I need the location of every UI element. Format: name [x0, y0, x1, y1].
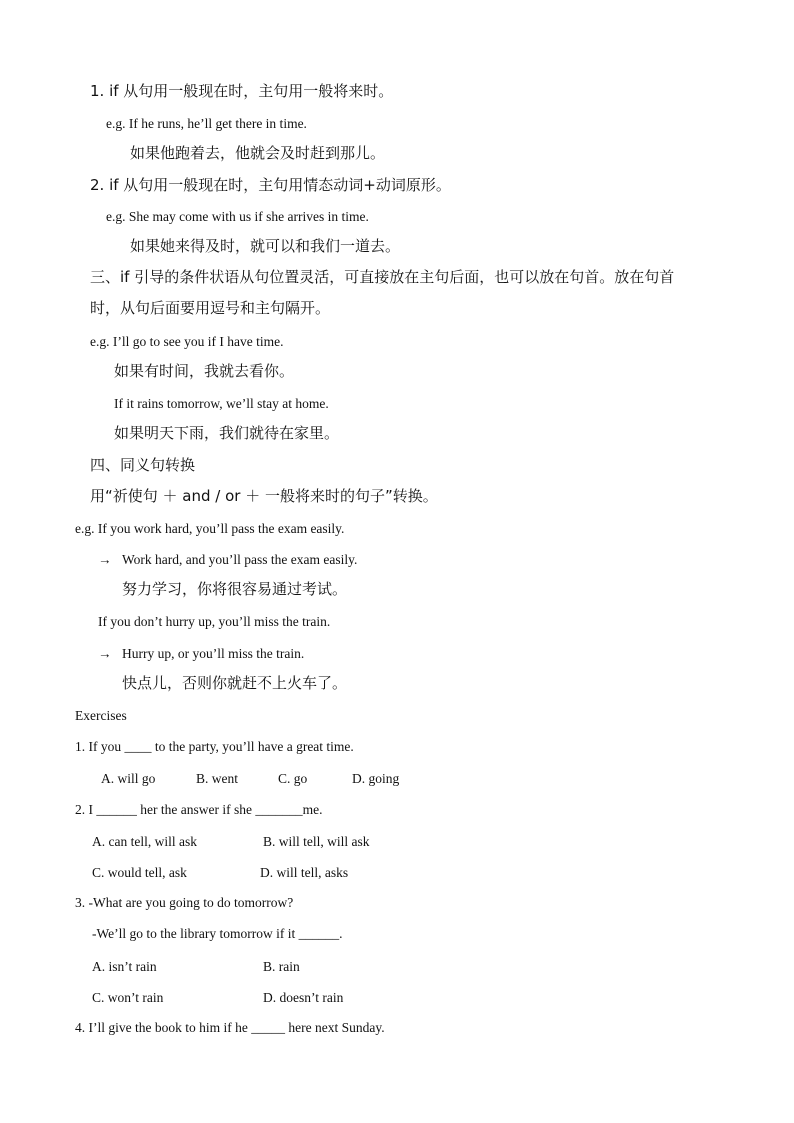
section-4-example-1-zh: 努力学习，你将很容易通过考试。 [122, 580, 348, 598]
exercises-title: Exercises [75, 708, 127, 723]
question-2-stem: 2. I ______ her the answer if she _______me. [75, 802, 323, 817]
question-1-option-a: A. will go [101, 771, 156, 786]
example-1-zh: 如果他跑着去，他就会及时赶到那儿。 [130, 144, 386, 162]
question-3-option-c: C. won’t rain [92, 990, 164, 1005]
question-2-option-c: C. would tell, ask [92, 865, 187, 880]
question-1-option-d: D. going [352, 771, 400, 786]
question-2-option-a: A. can tell, will ask [92, 834, 197, 849]
question-4-stem: 4. I’ll give the book to him if he _____ here next Sunday. [75, 1020, 385, 1035]
question-3-option-d: D. doesn’t rain [263, 990, 344, 1005]
section-3-example-2-en: If it rains tomorrow, we’ll stay at home. [114, 396, 329, 411]
section-4-example-1-en: e.g. If you work hard, you’ll pass the exam easily. [75, 521, 345, 536]
question-3-stem: 3. -What are you going to do tomorrow? [75, 895, 294, 910]
example-2-zh: 如果她来得及时，就可以和我们一道去。 [130, 237, 401, 255]
section-4-example-2-converted: Hurry up, or you’ll miss the train. [122, 646, 305, 661]
question-2-option-b: B. will tell, will ask [263, 834, 370, 849]
section-3-example-2-zh: 如果明天下雨，我们就待在家里。 [114, 424, 340, 442]
example-1-en: e.g. If he runs, he’ll get there in time. [106, 116, 307, 131]
example-2-en: e.g. She may come with us if she arrives in time. [106, 209, 369, 224]
question-3-stem-reply: -We’ll go to the library tomorrow if it ______. [92, 926, 343, 941]
section-3-heading-line-1: 三、if 引导的条件状语从句位置灵活，可直接放在主句后面，也可以放在句首。放在句首 [90, 268, 675, 286]
section-4-example-1-converted: Work hard, and you’ll pass the exam easily. [122, 552, 358, 567]
question-1-option-c: C. go [278, 771, 308, 786]
section-3-example-1-zh: 如果有时间，我就去看你。 [114, 362, 295, 380]
rule-2: 2. if 从句用一般现在时，主句用情态动词+动词原形。 [90, 176, 451, 194]
section-4-heading: 四、同义句转换 [90, 456, 196, 474]
question-1-option-b: B. went [196, 771, 238, 786]
section-3-heading-line-2: 时，从句后面要用逗号和主句隔开。 [90, 299, 331, 317]
section-4-example-2-arrow: → [98, 646, 112, 661]
question-3-option-b: B. rain [263, 959, 300, 974]
rule-1: 1. if 从句用一般现在时，主句用一般将来时。 [90, 82, 394, 100]
section-4-example-1-arrow: → [98, 552, 112, 567]
section-4-rule: 用“祈使句 ＋ and / or ＋ 一般将来时的句子”转换。 [90, 487, 438, 505]
question-3-option-a: A. isn’t rain [92, 959, 157, 974]
section-4-example-2-en: If you don’t hurry up, you’ll miss the train. [98, 614, 331, 629]
question-2-option-d: D. will tell, asks [260, 865, 349, 880]
question-1-stem: 1. If you ____ to the party, you’ll have a great time. [75, 739, 354, 754]
section-4-example-2-zh: 快点儿，否则你就赶不上火车了。 [122, 674, 348, 692]
section-3-example-1-en: e.g. I’ll go to see you if I have time. [90, 334, 284, 349]
